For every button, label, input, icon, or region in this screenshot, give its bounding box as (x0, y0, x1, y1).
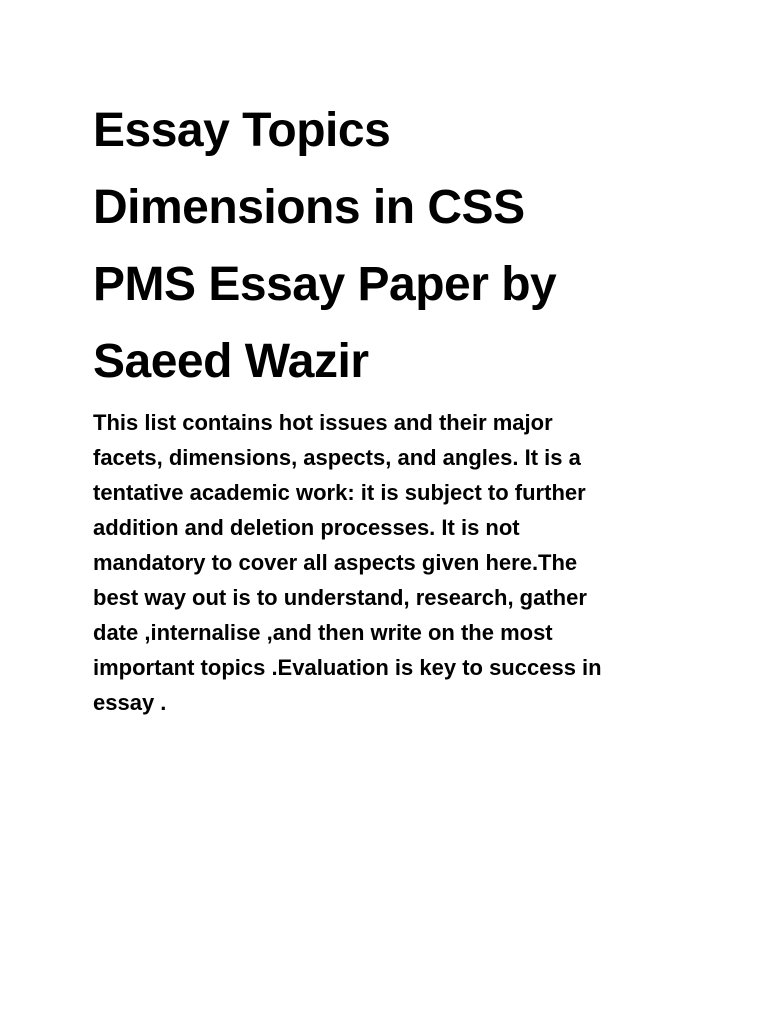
document-title (93, 92, 693, 400)
body-line: addition and deletion processes. It is not (93, 515, 520, 540)
body-line: This list contains hot issues and their major (93, 410, 553, 435)
body-line: mandatory to cover all aspects given here.The (93, 550, 578, 575)
body-line: best way out is to understand, research, gather (93, 585, 587, 610)
title-line: Dimensions in CSS (93, 181, 525, 234)
document-body-paragraph (93, 405, 693, 720)
body-line: date ,internalise ,and then write on the most (93, 620, 553, 645)
title-line: PMS Essay Paper by (93, 258, 557, 311)
body-line: important topics .Evaluation is key to success in (93, 655, 602, 680)
body-line: essay . (93, 690, 167, 715)
body-line: tentative academic work: it is subject to further (93, 480, 586, 505)
body-line: facets, dimensions, aspects, and angles. It is a (93, 445, 581, 470)
title-line: Essay Topics (93, 104, 391, 157)
title-line: Saeed Wazir (93, 335, 369, 388)
